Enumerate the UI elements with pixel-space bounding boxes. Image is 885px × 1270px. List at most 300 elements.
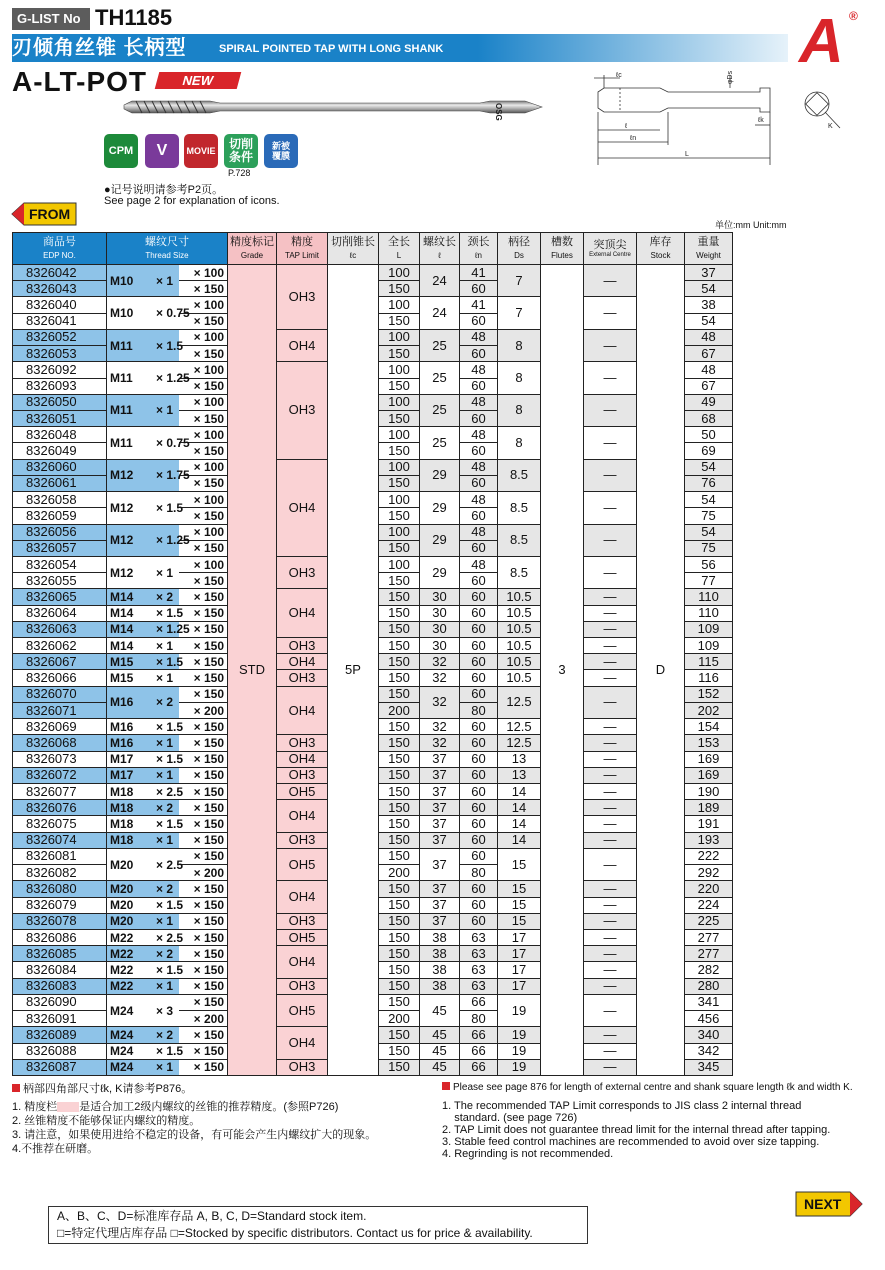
neck-length-cell: 66 [460, 1059, 498, 1075]
overall-length-cell: 150 [379, 848, 420, 864]
thread-pitch: × 1.5 [156, 1044, 184, 1059]
shank-dia-cell: 7 [498, 265, 541, 297]
edp-cell: 8326066 [13, 670, 107, 686]
overall-length-cell: 150 [379, 605, 420, 621]
thread-length-cell: 30 [420, 589, 460, 605]
shank-dia-cell: 19 [498, 1059, 541, 1075]
thread-size-cell [107, 654, 184, 670]
external-centre-cell: — [584, 638, 637, 654]
neck-length-cell: 60 [460, 751, 498, 767]
shank-dia-cell: 10.5 [498, 605, 541, 621]
weight-cell: 220 [685, 881, 733, 897]
weight-cell: 222 [685, 848, 733, 864]
thread-diameter: M15 [110, 671, 134, 686]
external-centre-cell: — [584, 978, 637, 994]
neck-length-cell: 60 [460, 686, 498, 702]
tap-limit-cell: OH4 [277, 946, 328, 978]
external-centre-cell: — [584, 654, 637, 670]
shank-dia-cell: 19 [498, 1043, 541, 1059]
cutting-conditions-icon[interactable]: 切削 条件 [224, 134, 258, 168]
external-centre-cell: — [584, 897, 637, 913]
neck-length-cell: 60 [460, 735, 498, 751]
thread-diameter: M14 [110, 622, 134, 637]
shank-dia-cell: 14 [498, 816, 541, 832]
glist-badge: G-LIST No [12, 8, 90, 30]
weight-cell: 48 [685, 362, 733, 378]
movie-icon[interactable]: MOVIE [184, 134, 218, 168]
external-centre-cell: — [584, 265, 637, 297]
col-thread-size: 螺纹尺寸 Thread Size [107, 233, 228, 265]
svg-text:A: A [799, 7, 844, 76]
length-option-cell: × 150 [179, 784, 228, 800]
weight-cell: 280 [685, 978, 733, 994]
overall-length-cell: 100 [379, 265, 420, 281]
stock-legend-line-2: □=特定代理店库存品 □=Stocked by specific distributors. Contact us for price & availability. [57, 1226, 533, 1240]
thread-length-cell: 30 [420, 621, 460, 637]
neck-length-cell: 60 [460, 346, 498, 362]
length-option-cell: × 150 [179, 605, 228, 621]
thread-length-cell: 32 [420, 686, 460, 718]
length-option-cell: × 150 [179, 897, 228, 913]
edp-cell: 8326082 [13, 865, 107, 881]
thread-length-cell: 38 [420, 962, 460, 978]
thread-diameter: M22 [110, 979, 134, 994]
length-option-cell: × 150 [179, 832, 228, 848]
col-weight: 重量 Weight [685, 233, 733, 265]
edp-cell: 8326058 [13, 492, 107, 508]
external-centre-cell: — [584, 589, 637, 605]
footnote-cn-2: 2. 丝锥精度不能够保证内螺纹的精度。 [12, 1115, 201, 1127]
length-option-cell: × 100 [179, 362, 228, 378]
thread-size-cell [107, 784, 184, 800]
overall-length-cell: 150 [379, 540, 420, 556]
external-centre-cell: — [584, 556, 637, 588]
overall-length-cell: 100 [379, 329, 420, 345]
edp-cell: 8326052 [13, 329, 107, 345]
thread-pitch: × 2 [156, 800, 174, 815]
neck-length-cell: 48 [460, 492, 498, 508]
svg-text:ℓn: ℓn [630, 135, 637, 142]
thread-length-cell: 32 [420, 654, 460, 670]
weight-cell: 202 [685, 702, 733, 718]
neck-length-cell: 60 [460, 670, 498, 686]
icon-note-en: See page 2 for explanation of icons. [104, 195, 280, 207]
overall-length-cell: 150 [379, 378, 420, 394]
thread-diameter: M16 [110, 719, 134, 734]
thread-size-cell [107, 638, 179, 654]
shank-dia-cell: 8.5 [498, 492, 541, 524]
thread-size-cell [107, 297, 190, 329]
stock-legend [48, 1206, 588, 1244]
edp-cell: 8326049 [13, 443, 107, 459]
overall-length-cell: 150 [379, 654, 420, 670]
tap-limit-cell: OH3 [277, 362, 328, 459]
external-centre-cell: — [584, 362, 637, 394]
col-flutes: 槽数 Flutes [541, 233, 584, 265]
footnote-en-4: 4. Regrinding is not recommended. [442, 1148, 614, 1160]
thread-diameter: M18 [110, 784, 134, 799]
thread-diameter: M11 [110, 403, 133, 418]
thread-diameter: M20 [110, 857, 134, 872]
weight-cell: 189 [685, 800, 733, 816]
thread-size-cell [107, 605, 184, 621]
neck-length-cell: 60 [460, 767, 498, 783]
overall-length-cell: 100 [379, 556, 420, 572]
col-edp: 商品号 EDP NO. [13, 233, 107, 265]
overall-length-cell: 150 [379, 881, 420, 897]
thread-pitch: × 1 [156, 735, 174, 750]
length-option-cell: × 150 [179, 313, 228, 329]
title-bar [12, 34, 788, 62]
length-option-cell: × 100 [179, 329, 228, 345]
neck-length-cell: 48 [460, 459, 498, 475]
thread-size-cell [107, 621, 190, 637]
edp-cell: 8326075 [13, 816, 107, 832]
overall-length-cell: 150 [379, 475, 420, 491]
length-option-cell: × 100 [179, 524, 228, 540]
tap-limit-cell: OH3 [277, 670, 328, 686]
overall-length-cell: 150 [379, 589, 420, 605]
thread-size-cell [107, 329, 184, 361]
overall-length-cell: 100 [379, 297, 420, 313]
weight-cell: 115 [685, 654, 733, 670]
red-square-icon [12, 1084, 20, 1092]
thread-diameter: M15 [110, 654, 134, 669]
neck-length-cell: 60 [460, 913, 498, 929]
overall-length-cell: 150 [379, 719, 420, 735]
length-option-cell: × 150 [179, 378, 228, 394]
neck-length-cell: 60 [460, 410, 498, 426]
thread-diameter: M20 [110, 914, 134, 929]
thread-size-cell [107, 1043, 184, 1059]
thread-pitch: × 1 [156, 671, 174, 686]
overall-length-cell: 150 [379, 670, 420, 686]
model-name: A-LT-POT [12, 66, 148, 97]
thread-diameter: M16 [110, 735, 134, 750]
weight-cell: 193 [685, 832, 733, 848]
weight-cell: 190 [685, 784, 733, 800]
thread-length-cell: 29 [420, 556, 460, 588]
weight-cell: 169 [685, 767, 733, 783]
overall-length-cell: 100 [379, 492, 420, 508]
shank-dia-cell: 7 [498, 297, 541, 329]
length-option-cell: × 100 [179, 394, 228, 410]
overall-length-cell: 150 [379, 1027, 420, 1043]
shank-dia-cell: 8 [498, 329, 541, 361]
thread-length-cell: 29 [420, 492, 460, 524]
neck-length-cell: 48 [460, 329, 498, 345]
edp-cell: 8326057 [13, 540, 107, 556]
thread-length-cell: 25 [420, 329, 460, 361]
edp-cell: 8326085 [13, 946, 107, 962]
thread-diameter: M22 [110, 930, 134, 945]
length-option-cell: × 100 [179, 459, 228, 475]
edp-cell: 8326054 [13, 556, 107, 572]
thread-pitch: × 1 [156, 768, 174, 783]
thread-pitch: × 1.25 [156, 622, 190, 637]
edp-cell: 8326053 [13, 346, 107, 362]
title-en: SPIRAL POINTED TAP WITH LONG SHANK [219, 43, 444, 55]
edp-cell: 8326090 [13, 994, 107, 1010]
thread-pitch: × 1.5 [156, 817, 184, 832]
length-option-cell: × 150 [179, 638, 228, 654]
col-tap-limit: 精度 TAP Limit [277, 233, 328, 265]
edp-cell: 8326070 [13, 686, 107, 702]
shank-dia-cell: 10.5 [498, 621, 541, 637]
thread-diameter: M22 [110, 963, 134, 978]
edp-cell: 8326060 [13, 459, 107, 475]
edp-cell: 8326073 [13, 751, 107, 767]
chamfer-cell: 5P [328, 265, 379, 1076]
length-option-cell: × 100 [179, 556, 228, 572]
footnote-en-2: 2. TAP Limit does not guarantee thread limit for the internal thread after tapping. [442, 1124, 831, 1136]
shank-dia-cell: 10.5 [498, 638, 541, 654]
thread-pitch: × 1.25 [156, 371, 190, 386]
length-option-cell: × 150 [179, 346, 228, 362]
from-label: FROM [29, 206, 71, 222]
length-option-cell: × 200 [179, 702, 228, 718]
weight-cell: 340 [685, 1027, 733, 1043]
red-square-icon [442, 1082, 450, 1090]
shank-dia-cell: 8.5 [498, 524, 541, 556]
thread-length-cell: 45 [420, 1059, 460, 1075]
thread-pitch: × 1 [156, 914, 174, 929]
thread-pitch: × 1.5 [156, 898, 184, 913]
next-button[interactable] [796, 1192, 862, 1216]
thread-pitch: × 1.5 [156, 500, 184, 515]
thread-pitch: × 1.5 [156, 606, 184, 621]
from-button[interactable] [12, 203, 76, 225]
length-option-cell: × 150 [179, 751, 228, 767]
neck-length-cell: 60 [460, 281, 498, 297]
thread-pitch: × 1.5 [156, 654, 184, 669]
external-centre-cell: — [584, 735, 637, 751]
col-stock: 库存 Stock [637, 233, 685, 265]
edp-cell: 8326067 [13, 654, 107, 670]
external-centre-cell: — [584, 492, 637, 524]
overall-length-cell: 150 [379, 346, 420, 362]
footnote-cn-3: 3. 请注意，如果使用进给不稳定的设备，有可能会产生内螺纹扩大的现象。 [12, 1129, 377, 1141]
length-option-cell: × 150 [179, 881, 228, 897]
length-option-cell: × 150 [179, 573, 228, 589]
thread-length-cell: 37 [420, 767, 460, 783]
external-centre-cell: — [584, 784, 637, 800]
length-option-cell: × 150 [179, 443, 228, 459]
edp-cell: 8326076 [13, 800, 107, 816]
neck-length-cell: 63 [460, 929, 498, 945]
external-centre-cell: — [584, 621, 637, 637]
external-centre-cell: — [584, 605, 637, 621]
col-external-centre: 突顶尖 External Centre [584, 233, 637, 265]
neck-length-cell: 80 [460, 865, 498, 881]
weight-cell: 110 [685, 589, 733, 605]
col-thread-length: 螺纹长 ℓ [420, 233, 460, 265]
thread-size-cell [107, 427, 190, 459]
thread-diameter: M11 [110, 435, 133, 450]
thread-length-cell: 37 [420, 848, 460, 880]
edp-cell: 8326048 [13, 427, 107, 443]
tap-limit-cell: OH4 [277, 686, 328, 735]
neck-length-cell: 48 [460, 362, 498, 378]
weight-cell: 345 [685, 1059, 733, 1075]
length-option-cell: × 150 [179, 719, 228, 735]
weight-cell: 153 [685, 735, 733, 751]
thread-length-cell: 29 [420, 524, 460, 556]
thread-length-cell: 37 [420, 832, 460, 848]
thread-pitch: × 1 [156, 403, 174, 418]
external-centre-cell: — [584, 816, 637, 832]
edp-cell: 8326079 [13, 897, 107, 913]
shank-dia-cell: 14 [498, 800, 541, 816]
length-option-cell: × 150 [179, 1059, 228, 1075]
length-option-cell: × 200 [179, 1011, 228, 1027]
weight-cell: 109 [685, 621, 733, 637]
weight-cell: 191 [685, 816, 733, 832]
edp-cell: 8326092 [13, 362, 107, 378]
length-option-cell: × 150 [179, 994, 228, 1010]
footnote-en-1b: standard. (see page 726) [442, 1112, 578, 1124]
stock-legend-line-1: A、B、C、D=标准库存品 A, B, C, D=Standard stock item. [57, 1209, 367, 1223]
thread-length-cell: 37 [420, 897, 460, 913]
shank-dia-cell: 8 [498, 427, 541, 459]
external-centre-cell: — [584, 524, 637, 556]
tap-limit-cell: OH4 [277, 459, 328, 556]
length-option-cell: × 150 [179, 654, 228, 670]
neck-length-cell: 66 [460, 1027, 498, 1043]
weight-cell: 76 [685, 475, 733, 491]
length-option-cell: × 150 [179, 913, 228, 929]
thread-length-cell: 37 [420, 881, 460, 897]
footnote-en-1: 1. The recommended TAP Limit corresponds to JIS class 2 internal thread [442, 1100, 802, 1112]
weight-cell: 456 [685, 1011, 733, 1027]
thread-length-cell: 38 [420, 929, 460, 945]
weight-cell: 67 [685, 378, 733, 394]
thread-size-cell [107, 589, 179, 605]
tap-limit-cell: OH3 [277, 265, 328, 330]
weight-cell: 54 [685, 459, 733, 475]
edp-cell: 8326059 [13, 508, 107, 524]
new-badge: NEW [155, 72, 242, 89]
edp-cell: 8326050 [13, 394, 107, 410]
tap-limit-cell: OH3 [277, 1059, 328, 1075]
tap-limit-cell: OH4 [277, 881, 328, 913]
thread-pitch: × 1.25 [156, 533, 190, 548]
weight-cell: 116 [685, 670, 733, 686]
overall-length-cell: 150 [379, 1059, 420, 1075]
thread-pitch: × 1.75 [156, 468, 190, 483]
weight-cell: 54 [685, 524, 733, 540]
thread-pitch: × 2.5 [156, 784, 184, 799]
tap-limit-cell: OH3 [277, 556, 328, 588]
edp-cell: 8326083 [13, 978, 107, 994]
thread-size-cell [107, 459, 190, 491]
thread-diameter: M24 [110, 1027, 134, 1042]
thread-diameter: M24 [110, 1044, 134, 1059]
thread-pitch: × 2 [156, 946, 174, 961]
thread-diameter: M20 [110, 881, 134, 896]
shank-dia-cell: 17 [498, 946, 541, 962]
edp-cell: 8326084 [13, 962, 107, 978]
length-option-cell: × 150 [179, 735, 228, 751]
neck-length-cell: 60 [460, 897, 498, 913]
tap-limit-cell: OH5 [277, 994, 328, 1026]
length-option-cell: × 100 [179, 427, 228, 443]
overall-length-cell: 150 [379, 621, 420, 637]
grade-cell: STD [228, 265, 277, 1076]
spec-table-body [13, 265, 786, 1076]
neck-length-cell: 60 [460, 784, 498, 800]
svg-text:φDs: φDs [727, 70, 734, 84]
table-header-row [13, 233, 786, 265]
svg-text:®: ® [849, 9, 858, 23]
thread-size-cell [107, 394, 179, 426]
overall-length-cell: 150 [379, 735, 420, 751]
length-option-cell: × 100 [179, 297, 228, 313]
neck-length-cell: 63 [460, 978, 498, 994]
thread-diameter: M10 [110, 273, 134, 288]
thread-size-cell [107, 848, 184, 880]
pink-swatch [57, 1102, 79, 1112]
thread-diameter: M12 [110, 500, 134, 515]
thread-pitch: × 2 [156, 695, 174, 710]
col-neck-length: 颈长 ℓn [460, 233, 498, 265]
external-centre-cell: — [584, 994, 637, 1026]
thread-size-cell [107, 929, 184, 945]
thread-pitch: × 3 [156, 1003, 174, 1018]
shank-dia-cell: 10.5 [498, 670, 541, 686]
neck-length-cell: 60 [460, 881, 498, 897]
icon-note-cn: ●记号说明请参考P2页。 [104, 184, 224, 196]
thread-length-cell: 38 [420, 946, 460, 962]
thread-diameter: M11 [110, 371, 133, 386]
v-coating-icon: V [145, 134, 179, 168]
shank-dia-cell: 14 [498, 832, 541, 848]
thread-size-cell [107, 556, 179, 588]
thread-size-cell [107, 362, 190, 394]
external-centre-cell: — [584, 832, 637, 848]
shank-dia-cell: 13 [498, 751, 541, 767]
overall-length-cell: 150 [379, 313, 420, 329]
length-option-cell: × 150 [179, 800, 228, 816]
shank-dia-cell: 8.5 [498, 459, 541, 491]
length-option-cell: × 150 [179, 410, 228, 426]
shank-dia-cell: 17 [498, 978, 541, 994]
weight-cell: 277 [685, 929, 733, 945]
overall-length-cell: 150 [379, 638, 420, 654]
edp-cell: 8326081 [13, 848, 107, 864]
weight-cell: 67 [685, 346, 733, 362]
footnote-cn-1: 1. 精度栏 是适合加工2级内螺纹的丝锥的推荐精度。(参照P726) [12, 1101, 339, 1113]
external-centre-cell: — [584, 719, 637, 735]
weight-cell: 110 [685, 605, 733, 621]
weight-cell: 169 [685, 751, 733, 767]
thread-diameter: M18 [110, 800, 134, 815]
thread-diameter: M12 [110, 565, 134, 580]
overall-length-cell: 150 [379, 443, 420, 459]
shank-dia-cell: 15 [498, 881, 541, 897]
edp-cell: 8326065 [13, 589, 107, 605]
weight-cell: 68 [685, 410, 733, 426]
edp-cell: 8326080 [13, 881, 107, 897]
overall-length-cell: 100 [379, 394, 420, 410]
weight-cell: 50 [685, 427, 733, 443]
thread-size-cell [107, 913, 179, 929]
thread-size-cell [107, 897, 184, 913]
edp-cell: 8326055 [13, 573, 107, 589]
weight-cell: 341 [685, 994, 733, 1010]
thread-size-cell [107, 492, 184, 524]
tap-limit-cell: OH4 [277, 589, 328, 638]
